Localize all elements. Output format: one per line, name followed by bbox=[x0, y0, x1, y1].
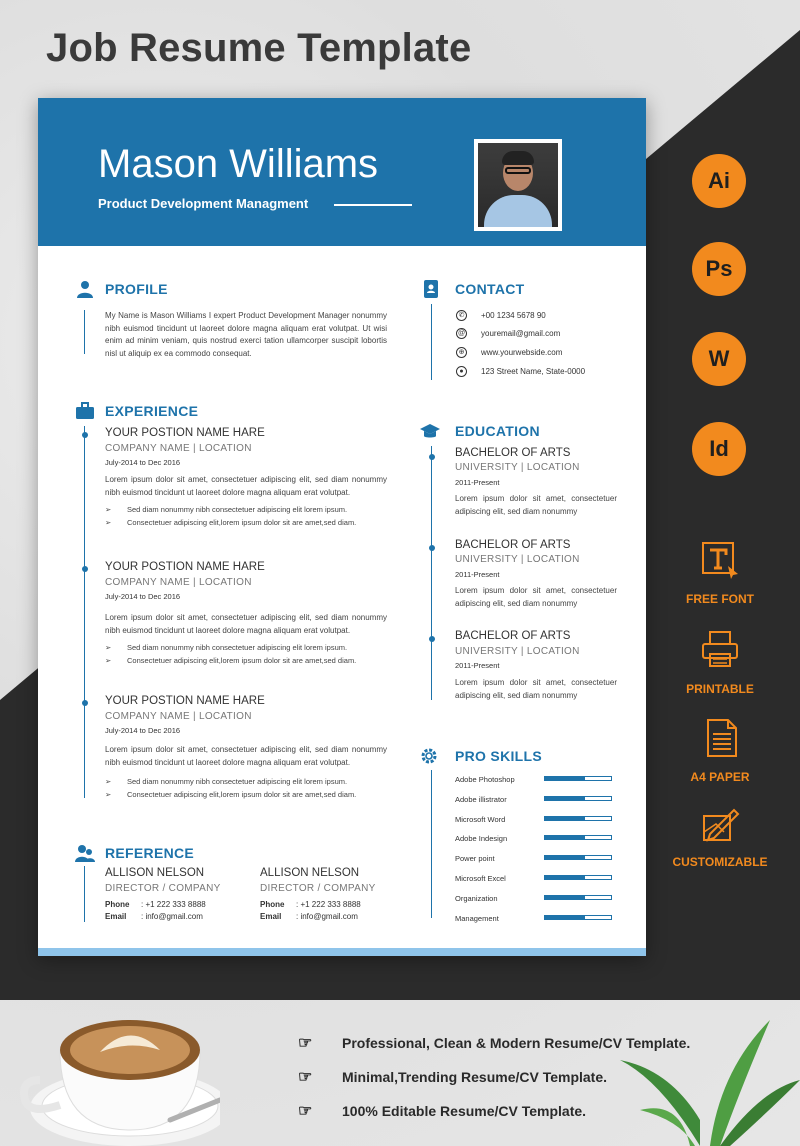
skill-bar bbox=[544, 816, 612, 821]
skill-bar bbox=[544, 875, 612, 880]
job-bullet: ➢ Sed diam nonummy nibh consectetuer adipiscing elit lorem ipsum. bbox=[105, 505, 348, 514]
job-title: YOUR POSTION NAME HARE bbox=[105, 561, 265, 573]
profile-text: My Name is Mason Williams I expert Product Development Manager nonummy nibh euismod tincidunt ut laoreet dolore magna aliquam erat volutpat. Ut wisi enim ad minim veniam, quis nostrud exerci tation ullamcorper suscipit lobortis nisl ut aliquip ex ea commodo consequat. bbox=[105, 311, 387, 358]
resume-footer-bar bbox=[38, 948, 646, 956]
highlight-item: ☞ Professional, Clean & Modern Resume/CV Template. bbox=[298, 1035, 691, 1052]
edu-desc: Lorem ipsum dolor sit amet, consectetuer adipiscing elit, sed diam nonummy bbox=[455, 678, 617, 700]
skill-name: Adobe illistrator bbox=[455, 794, 507, 804]
timeline-dot bbox=[429, 636, 435, 642]
skill-bar-fill bbox=[545, 777, 585, 780]
gear-icon bbox=[420, 747, 438, 765]
skill-bar-fill bbox=[545, 836, 585, 839]
job-desc: Lorem ipsum dolor sit amet, consectetuer adipiscing elit, sed diam nonummy nibh euismod tincidunt ut laoreet dolore magna aliquam erat volutpat. bbox=[105, 745, 387, 767]
customize-icon bbox=[700, 804, 740, 844]
job-company: COMPANY NAME | LOCATION bbox=[105, 443, 252, 454]
edu-years: 2011-Present bbox=[455, 478, 500, 487]
experience-heading: EXPERIENCE bbox=[105, 403, 199, 419]
job-date: July-2014 to Dec 2016 bbox=[105, 726, 181, 735]
skill-name: Microsoft Excel bbox=[455, 874, 506, 883]
skill-name: Adobe Photoshop bbox=[455, 775, 515, 784]
skill-name: Organization bbox=[455, 893, 498, 903]
edu-school: UNIVERSITY | LOCATION bbox=[455, 554, 580, 565]
contact-website: www.yourwebside.com bbox=[481, 348, 563, 357]
ref-role: DIRECTOR / COMPANY bbox=[105, 883, 221, 894]
job-company: COMPANY NAME | LOCATION bbox=[105, 711, 252, 722]
timeline-dot bbox=[82, 432, 88, 438]
profile-heading: PROFILE bbox=[105, 281, 168, 297]
graduation-cap-icon bbox=[420, 422, 438, 440]
ref-phone: Phone : +1 222 333 8888 bbox=[260, 900, 361, 909]
skill-bar-fill bbox=[545, 876, 585, 879]
job-title: YOUR POSTION NAME HARE bbox=[105, 695, 265, 707]
skill-bar bbox=[544, 915, 612, 920]
feature-free-font: FREE FONT bbox=[686, 592, 754, 606]
job-bullet: ➢ Sed diam nonummy nibh consectetuer adipiscing elit lorem ipsum. bbox=[105, 777, 348, 786]
skill-bar bbox=[544, 776, 612, 781]
coffee-cup-illustration bbox=[20, 1010, 220, 1146]
edu-desc: Lorem ipsum dolor sit amet, consectetuer adipiscing elit, sed diam nonummy bbox=[455, 494, 617, 516]
job-desc: Lorem ipsum dolor sit amet, consectetuer adipiscing elit, sed diam nonummy nibh euismod tincidunt ut laoreet dolore magna aliquam erat volutpat. bbox=[105, 613, 387, 635]
users-icon bbox=[75, 844, 93, 862]
briefcase-icon bbox=[75, 402, 93, 420]
contact-email: youremail@gmail.com bbox=[481, 329, 561, 338]
resume-sheet bbox=[38, 98, 646, 956]
reference-heading: REFERENCE bbox=[105, 845, 195, 861]
email-icon: @ bbox=[457, 330, 466, 337]
edu-degree: BACHELOR OF ARTS bbox=[455, 630, 571, 642]
edu-school: UNIVERSITY | LOCATION bbox=[455, 462, 580, 473]
pointing-hand-icon: ☞ bbox=[298, 1103, 313, 1120]
job-date: July-2014 to Dec 2016 bbox=[105, 458, 181, 467]
profile-photo bbox=[474, 139, 562, 231]
phone-icon: ✆ bbox=[456, 310, 467, 321]
ref-email: Email : info@gmail.com bbox=[260, 912, 358, 921]
edu-desc: Lorem ipsum dolor sit amet, consectetuer adipiscing elit, sed diam nonummy bbox=[455, 586, 617, 608]
job-date: July-2014 to Dec 2016 bbox=[105, 592, 181, 601]
job-bullet: ➢ Consectetuer adipiscing elit,lorem ipsum dolor sit are amet,sed diam. bbox=[105, 790, 357, 799]
contact-heading: CONTACT bbox=[455, 281, 525, 297]
skill-bar-fill bbox=[545, 916, 585, 919]
contact-address: 123 Street Name, State-0000 bbox=[481, 367, 586, 376]
education-heading: EDUCATION bbox=[455, 423, 540, 439]
job-bullet: ➢ Consectetuer adipiscing elit,lorem ipsum dolor sit are amet,sed diam. bbox=[105, 518, 357, 527]
skill-name: Power point bbox=[455, 854, 495, 864]
word-badge: W bbox=[692, 332, 746, 386]
highlight-item: ☞ Minimal,Trending Resume/CV Template. bbox=[298, 1069, 608, 1086]
plant-illustration bbox=[600, 1000, 800, 1146]
skill-bar bbox=[544, 895, 612, 900]
ref-phone: Phone : +1 222 333 8888 bbox=[105, 900, 206, 909]
photoshop-badge: Ps bbox=[692, 242, 746, 296]
pointing-hand-icon: ☞ bbox=[298, 1069, 313, 1086]
timeline-dot bbox=[429, 545, 435, 551]
resume-name: Mason Williams bbox=[98, 142, 379, 186]
ref-email: Email : info@gmail.com bbox=[105, 912, 203, 921]
role-divider bbox=[334, 204, 412, 206]
job-title: YOUR POSTION NAME HARE bbox=[105, 427, 265, 439]
resume-role: Product Development Managment bbox=[98, 196, 309, 211]
job-company: COMPANY NAME | LOCATION bbox=[105, 577, 252, 588]
ref-role: DIRECTOR / COMPANY bbox=[260, 883, 376, 894]
edu-degree: BACHELOR OF ARTS bbox=[455, 447, 571, 459]
timeline-dot bbox=[82, 566, 88, 572]
skill-bar-fill bbox=[545, 817, 585, 820]
skill-bar bbox=[544, 855, 612, 860]
user-icon bbox=[76, 280, 94, 298]
contact-phone: +00 1234 5678 90 bbox=[481, 311, 546, 320]
pointing-hand-icon: ☞ bbox=[298, 1035, 313, 1052]
contact-line bbox=[431, 304, 432, 380]
illustrator-badge: Ai bbox=[692, 154, 746, 208]
skill-name: Management bbox=[455, 913, 499, 923]
document-icon bbox=[702, 718, 742, 758]
skill-bar bbox=[544, 835, 612, 840]
skill-bar-fill bbox=[545, 797, 585, 800]
skills-line bbox=[431, 770, 432, 918]
skills-heading: PRO SKILLS bbox=[455, 748, 543, 764]
job-bullet: ➢ Sed diam nonummy nibh consectetuer adipiscing elit lorem ipsum. bbox=[105, 643, 348, 652]
edu-school: UNIVERSITY | LOCATION bbox=[455, 646, 580, 657]
experience-timeline bbox=[84, 426, 85, 798]
education-timeline bbox=[431, 446, 432, 700]
printer-icon bbox=[700, 630, 740, 670]
reference-line bbox=[84, 866, 85, 922]
globe-icon: ⊕ bbox=[456, 347, 467, 358]
skill-bar-fill bbox=[545, 856, 585, 859]
skill-bar-fill bbox=[545, 896, 585, 899]
highlight-item: ☞ 100% Editable Resume/CV Template. bbox=[298, 1103, 587, 1120]
font-icon bbox=[700, 540, 740, 580]
page-title: Job Resume Template bbox=[46, 26, 472, 70]
contact-book-icon bbox=[422, 280, 440, 298]
profile-line bbox=[84, 310, 85, 354]
skill-name: Adobe Indesign bbox=[455, 834, 508, 844]
job-bullet: ➢ Consectetuer adipiscing elit,lorem ipsum dolor sit are amet,sed diam. bbox=[105, 656, 357, 665]
location-icon: ● bbox=[456, 366, 467, 377]
skill-name: Microsoft Word bbox=[455, 814, 506, 824]
feature-a4-paper: A4 PAPER bbox=[690, 770, 750, 784]
edu-years: 2011-Present bbox=[455, 570, 500, 579]
skill-bar bbox=[544, 796, 612, 801]
resume-header bbox=[38, 98, 646, 246]
timeline-dot bbox=[82, 700, 88, 706]
edu-years: 2011-Present bbox=[455, 661, 500, 670]
edu-degree: BACHELOR OF ARTS bbox=[455, 539, 571, 551]
feature-customizable: CUSTOMIZABLE bbox=[672, 855, 768, 869]
feature-printable: PRINTABLE bbox=[686, 682, 754, 696]
timeline-dot bbox=[429, 454, 435, 460]
job-desc: Lorem ipsum dolor sit amet, consectetuer adipiscing elit, sed diam nonummy nibh euismod tincidunt ut laoreet dolore magna aliquam erat volutpat. bbox=[105, 475, 387, 497]
ref-name: ALLISON NELSON bbox=[260, 867, 360, 879]
indesign-badge: Id bbox=[692, 422, 746, 476]
ref-name: ALLISON NELSON bbox=[105, 867, 205, 879]
